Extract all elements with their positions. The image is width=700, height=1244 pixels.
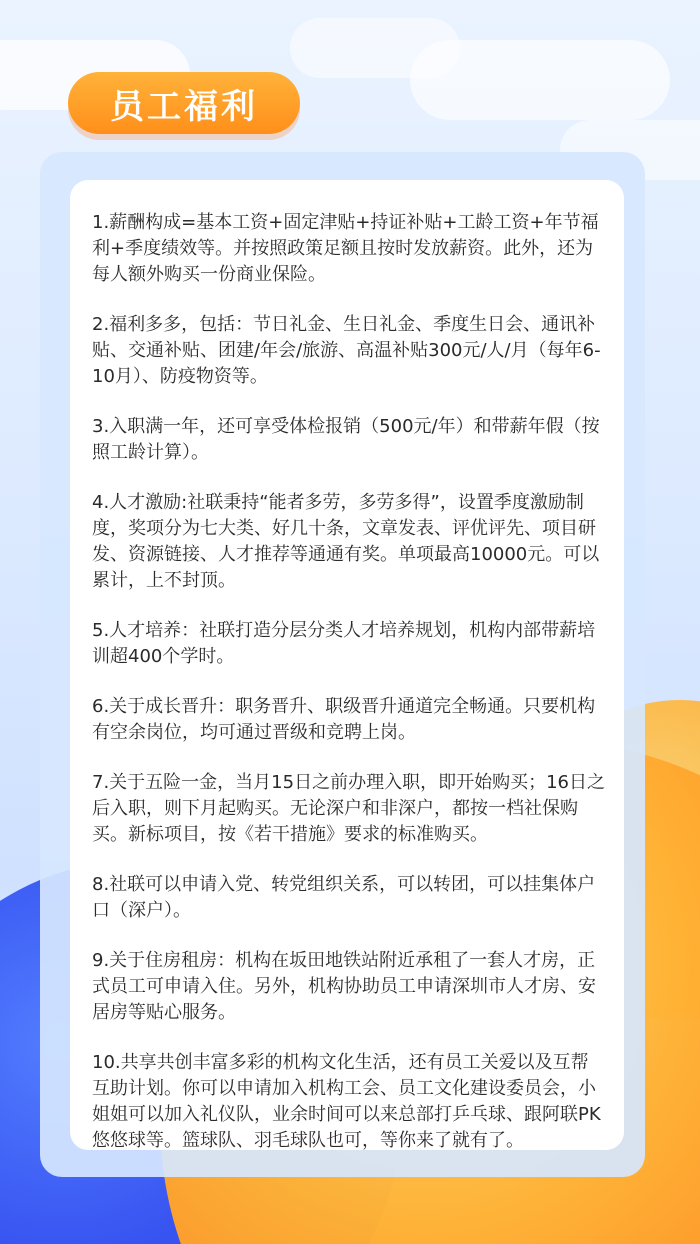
benefit-item-10: 10.共享共创丰富多彩的机构文化生活，还有员工关爱以及互帮互助计划。你可以申请加入机构工会、员工文化建设委员会，小姐姐可以加入礼仪队，业余时间可以来总部打乒乓球、跟阿联PK悠悠球等。篮球队、羽毛球队也可，等你来了就有了。: [92, 1052, 601, 1151]
benefit-item-2: 2.福利多多，包括：节日礼金、生日礼金、季度生日会、通讯补贴、交通补贴、团建/年会/旅游、高温补贴300元/人/月（每年6-10月）、防疫物资等。: [92, 314, 601, 387]
benefit-item-5: 5.人才培养：社联打造分层分类人才培养规划，机构内部带薪培训超400个学时。: [92, 620, 596, 667]
benefit-item-1: 1.薪酬构成=基本工资+固定津贴+持证补贴+工龄工资+年节福利+季度绩效等。并按照政策足额且按时发放薪资。此外，还为每人额外购买一份商业保险。: [92, 212, 599, 285]
benefit-item-7: 7.关于五险一金，当月15日之前办理入职，即开始购买；16日之后入职，则下月起购买。无论深户和非深户，都按一档社保购买。新标项目，按《若干措施》要求的标准购买。: [92, 772, 605, 845]
page-title: 员工福利: [110, 86, 258, 127]
benefit-item-9: 9.关于住房租房：机构在坂田地铁站附近承租了一套人才房，正式员工可申请入住。另外，机构协助员工申请深圳市人才房、安居房等贴心服务。: [92, 950, 596, 1023]
cloud-decoration: [290, 18, 460, 78]
title-banner: [68, 72, 300, 134]
benefits-list: [92, 210, 606, 1154]
benefit-item-8: 8.社联可以申请入党、转党组织关系，可以转团，可以挂集体户口（深户）。: [92, 874, 596, 921]
benefit-item-3: 3.入职满一年，还可享受体检报销（500元/年）和带薪年假（按照工龄计算）。: [92, 416, 600, 463]
benefit-item-4: 4.人才激励:社联秉持“能者多劳，多劳多得”，设置季度激励制度，奖项分为七大类、好几十条，文章发表、评优评先、项目研发、资源链接、人才推荐等通通有奖。单项最高10000元。可以累计，上不封顶。: [92, 492, 600, 591]
benefit-item-6: 6.关于成长晋升：职务晋升、职级晋升通道完全畅通。只要机构有空余岗位，均可通过晋级和竞聘上岗。: [92, 696, 596, 743]
